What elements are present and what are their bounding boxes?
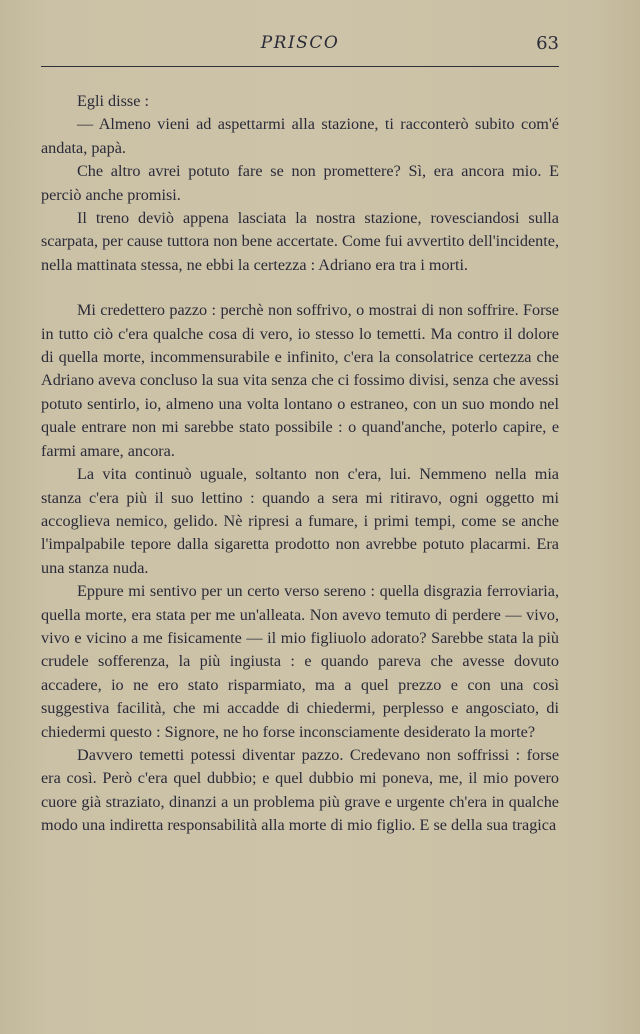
paragraph: Davvero temetti potessi diventar pazzo. Credevano non soffrissi : forse era così. Però c'era quel dubbio; e quel dubbio mi poneva, me, il mio povero cuore già straziato, dinanzi a un problema più grave e urgente ch'era in qualche modo una indiretta responsabilità alla morte di mio figlio. E se della sua tragica xyxy=(41,745,559,835)
paragraph: — Almeno vieni ad aspettarmi alla stazione, ti racconterò subito com'é andata, papà. xyxy=(41,115,559,157)
paragraph: Egli disse : xyxy=(77,92,149,110)
paragraph: La vita continuò uguale, soltanto non c'era, lui. Nemmeno nella mia stanza c'era più il suo lettino : quando a sera mi ritiravo, ogni oggetto mi accoglieva nemico, gelido. Nè ripresi a fumare, i primi tempi, come se anche l'impalpabile tepore dalla sigaretta prodotto non avrebbe potuto placarmi. Era una stanza nuda. xyxy=(41,465,559,577)
paragraph: Mi credettero pazzo : perchè non soffrivo, o mostrai di non soffrire. Forse in tutto ciò c'era qualche cosa di vero, io stesso lo temetti. Ma contro il dolore di quella morte, incommensurabile e infinito, c'era la consolatrice certezza che Adriano aveva concluso la sua vita senza che ci fossimo divisi, senza che avessi potuto sentirlo, io, almeno una volta lontano o estraneo, con un suo mondo nel quale entrare non mi sarebbe stato possibile : o quand'anche, poterlo capire, e farmi amare, ancora. xyxy=(41,301,559,460)
running-title: PRISCO xyxy=(260,33,340,53)
paragraph: Che altro avrei potuto fare se non promettere? Sì, era ancora mio. E perciò anche promisi. xyxy=(41,162,559,204)
page-number: 63 xyxy=(536,33,559,54)
body-text xyxy=(41,90,559,838)
paragraph: Il treno deviò appena lasciata la nostra stazione, rovesciandosi sulla scarpata, per cause tuttora non bene accertate. Come fui avvertito dell'incidente, nella mattinata stessa, ne ebbi la certezza : Adriano era tra i morti. xyxy=(41,209,559,274)
page-header xyxy=(41,30,559,67)
paragraph: Eppure mi sentivo per un certo verso sereno : quella disgrazia ferroviaria, quella morte, era stata per me un'alleata. Non avevo temuto di perdere — vivo, vivo e vicino a me fisicamente — il mio figliuolo adorato? Sarebbe stata la più crudele sofferenza, la più ingiusta : e quando pareva che avesse dovuto accadere, io ne ero stato risparmiato, ma a quel prezzo e con una così suggestiva facilità, che mi accadde di chiedermi, perplesso e angosciato, di chiedermi questo : Signore, ne ho forse inconsciamente desiderato la morte? xyxy=(41,582,559,741)
